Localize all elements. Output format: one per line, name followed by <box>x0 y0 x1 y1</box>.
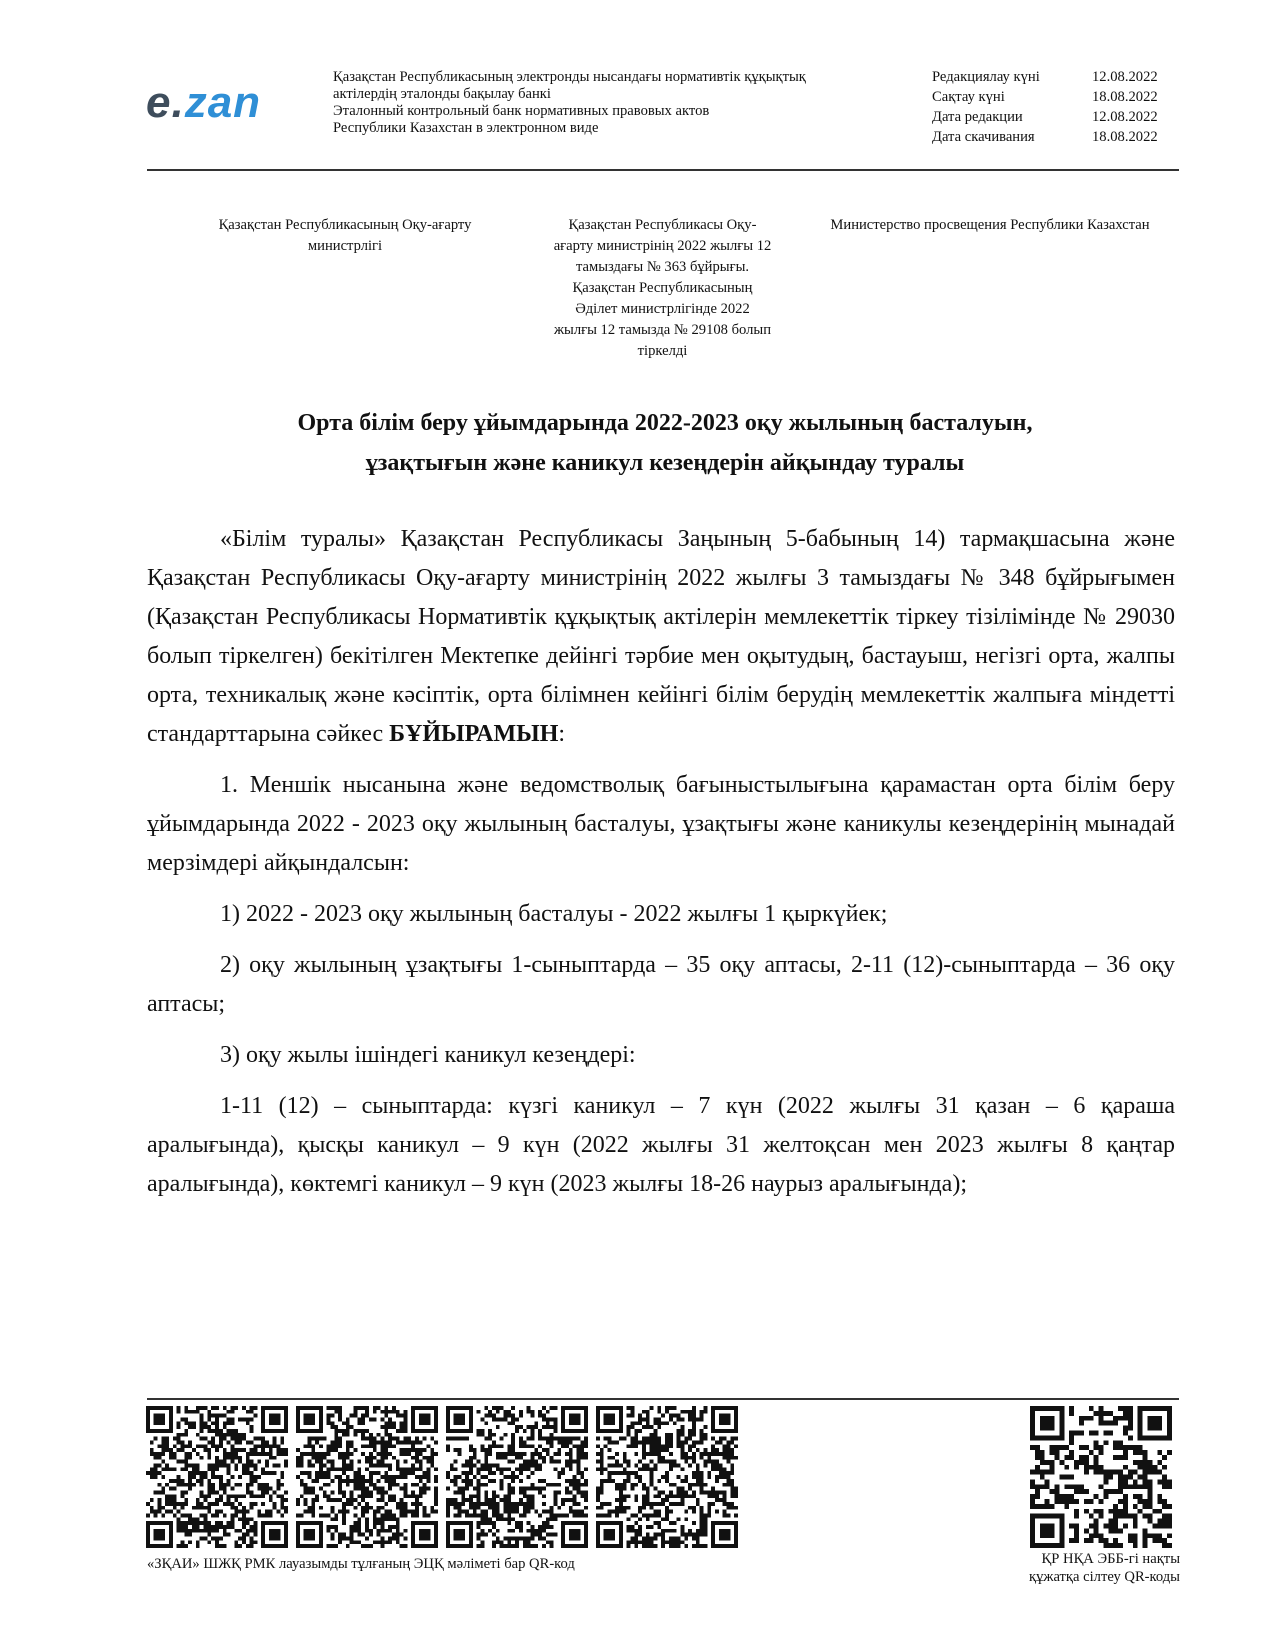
registration-line: Қазақстан Республикасының <box>572 280 753 296</box>
bank-info-line: Қазақстан Республикасының электронды нысандағы нормативтік құқықтық <box>333 69 806 85</box>
date-value: 12.08.2022 <box>1092 109 1158 125</box>
registration-note <box>535 215 790 362</box>
paragraph-preamble <box>147 520 1175 754</box>
date-value: 12.08.2022 <box>1092 69 1158 85</box>
document-link-qr-code[interactable] <box>1030 1406 1172 1548</box>
signature-qr-code <box>596 1406 738 1548</box>
date-label: Дата скачивания <box>932 129 1035 145</box>
bank-info-line: актілердің эталонды бақылау банкі <box>333 86 551 102</box>
registration-line: Қазақстан Республикасы Оқу- <box>568 217 757 233</box>
date-label: Дата редакции <box>932 109 1023 125</box>
registration-line: тіркелді <box>637 343 688 359</box>
preamble-end: : <box>558 721 566 747</box>
signature-qr-code <box>146 1406 288 1548</box>
footer-divider <box>147 1398 1179 1400</box>
signature-qr-code <box>296 1406 438 1548</box>
order-word: БҰЙЫРАМЫН <box>389 721 559 747</box>
ministry-kz-line: министрлігі <box>307 238 383 254</box>
document-body <box>147 520 1175 1216</box>
paragraph-subitem-2: 2) оқу жылының ұзақтығы 1-сыныптарда – 35 оқу аптасы, 2-11 (12)-сыныптарда – 36 оқу аптасы; <box>147 952 1175 1017</box>
signature-qr-caption: «ЗҚАИ» ШЖҚ РМК лауазымды тұлғаның ЭЦҚ мәліметі бар QR-код <box>147 1556 575 1572</box>
paragraph-holidays: 1-11 (12) – сыныптарда: күзгі каникул – 7 күн (2022 жылғы 31 қазан – 6 қараша аралығында), қысқы каникул – 9 күн (2022 жылғы 31 желтоқсан мен 2023 жылғы 8 қаңтар аралығында), көктемгі каникул – 9 күн (2023 жылғы 18-26 наурыз аралығында); <box>147 1093 1175 1197</box>
date-value: 18.08.2022 <box>1092 129 1158 145</box>
link-qr-caption-line: ҚР НҚА ЭББ-гі нақты <box>1041 1551 1180 1567</box>
ministry-kz-line: Қазақстан Республикасының Оқу-ағарту <box>218 217 472 233</box>
paragraph-subitem-3: 3) оқу жылы ішіндегі каникул кезеңдері: <box>220 1042 636 1068</box>
bank-info-line: Республики Казахстан в электронном виде <box>333 120 599 136</box>
date-row <box>932 107 1158 127</box>
signature-qr-code <box>446 1406 588 1548</box>
title-line: ұзақтығын және каникул кезеңдерін айқындау туралы <box>365 450 965 476</box>
paragraph-item-1: 1. Меншік нысанына және ведомстволық бағыныстылығына қарамастан орта білім беру ұйымдарында 2022 - 2023 оқу жылының басталуы, ұзақтығы және каникулы кезеңдерінің мынадай мерзімдері айқындалсын: <box>147 772 1175 876</box>
registration-line: Әділет министрлігінде 2022 <box>575 301 750 317</box>
date-label: Редакциялау күні <box>932 69 1040 85</box>
date-row <box>932 127 1158 147</box>
date-row <box>932 87 1158 107</box>
registration-line: тамыздағы № 363 бұйрығы. <box>575 259 750 275</box>
bank-info <box>333 69 806 137</box>
registration-line: ағарту министрінің 2022 жылғы 12 <box>553 238 772 254</box>
document-title <box>160 403 1170 483</box>
link-qr-caption <box>990 1550 1180 1586</box>
date-table <box>932 67 1158 147</box>
ministry-kz <box>180 215 510 257</box>
title-line: Орта білім беру ұйымдарында 2022-2023 оқу жылының басталуын, <box>297 410 1033 436</box>
date-row <box>932 67 1158 87</box>
header-divider <box>147 169 1179 171</box>
ministry-ru-line: Министерство просвещения Республики Казахстан <box>830 217 1150 233</box>
date-value: 18.08.2022 <box>1092 89 1158 105</box>
paragraph-subitem-1: 1) 2022 - 2023 оқу жылының басталуы - 2022 жылғы 1 қыркүйек; <box>220 901 888 927</box>
preamble-text: «Білім туралы» Қазақстан Республикасы Заңының 5-бабының 14) тармақшасына және Қазақстан Республикасы Оқу-ағарту министрінің 2022 жылғы 3 тамыздағы № 348 бұйрығымен (Қазақстан Республикасы Нормативтік құқықтық актілерін мемлекеттік тіркеу тізілімінде № 29030 болып тіркелген) бекітілген Мектепке дейінгі тәрбие мен оқытудың, бастауыш, негізгі орта, жалпы орта, техникалық және кәсіптік, орта білімнен кейінгі білім берудің мемлекеттік жалпыға міндетті стандарттарына сәйкес <box>147 526 1175 747</box>
ezan-logo: e.zan <box>146 78 262 127</box>
bank-info-line: Эталонный контрольный банк нормативных правовых актов <box>333 103 710 119</box>
registration-line: жылғы 12 тамызда № 29108 болып <box>553 322 772 338</box>
ministry-ru <box>800 215 1180 236</box>
link-qr-caption-line: құжатқа сілтеу QR-коды <box>1028 1569 1180 1585</box>
date-label: Сақтау күні <box>932 89 1005 105</box>
